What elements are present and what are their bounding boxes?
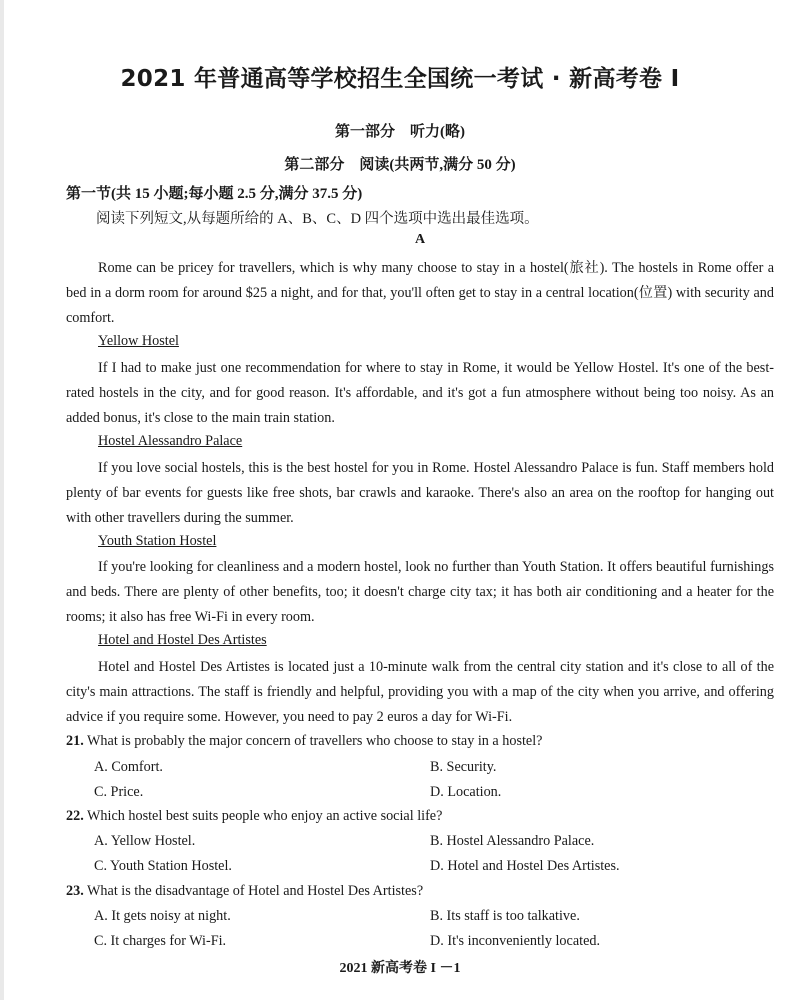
page-edge-shadow bbox=[0, 0, 4, 1000]
option-a[interactable]: A. Yellow Hostel. bbox=[94, 833, 196, 849]
question-text: What is probably the major concern of travellers who choose to stay in a hostel? bbox=[87, 733, 543, 749]
part1-heading: 第一部分 听力(略) bbox=[335, 124, 465, 140]
passage-label: A bbox=[414, 232, 426, 247]
option-b[interactable]: B. Security. bbox=[430, 759, 497, 775]
option-a[interactable]: A. It gets noisy at night. bbox=[94, 908, 231, 924]
option-d[interactable]: D. Location. bbox=[430, 784, 502, 800]
exam-title: 2021 年普通高等学校招生全国统一考试 · 新高考卷 I bbox=[120, 66, 680, 92]
hostel-name: Hostel Alessandro Palace bbox=[98, 433, 243, 449]
hostel-description: Hotel and Hostel Des Artistes is located just a 10-minute walk from the central city station and it's close to all of the city's main attractions. The staff is friendly and helpful, providing you with a map of the city when you arrive, and offering advice if you require some. However, you need to pay 2 euros a day for Wi-Fi. bbox=[66, 659, 774, 725]
hostel-name: Youth Station Hostel bbox=[98, 533, 217, 549]
option-b[interactable]: B. Its staff is too talkative. bbox=[430, 908, 580, 924]
question-23 bbox=[66, 883, 423, 900]
option-a[interactable]: A. Comfort. bbox=[94, 759, 163, 775]
option-d[interactable]: D. Hotel and Hostel Des Artistes. bbox=[430, 858, 620, 874]
option-b[interactable]: B. Hostel Alessandro Palace. bbox=[430, 833, 595, 849]
hostel-description: If I had to make just one recommendation for where to stay in Rome, it would be Yellow Hostel. It's one of the best-rated hostels in the city, and for good reason. It's affordable, and it's got a fun atmosphere without being too noisy. As an added bonus, it's close to the main train station. bbox=[66, 360, 774, 426]
question-text: What is the disadvantage of Hotel and Hostel Des Artistes? bbox=[87, 883, 424, 899]
question-21 bbox=[66, 733, 542, 750]
part2-heading: 第二部分 阅读(共两节,满分 50 分) bbox=[284, 157, 516, 173]
section-instruction: 阅读下列短文,从每题所给的 A、B、C、D 四个选项中选出最佳选项。 bbox=[96, 211, 539, 227]
option-c[interactable]: C. Youth Station Hostel. bbox=[94, 858, 232, 874]
question-22 bbox=[66, 808, 442, 825]
option-c[interactable]: C. Price. bbox=[94, 784, 144, 800]
hostel-name: Yellow Hostel bbox=[98, 333, 179, 349]
hostel-name: Hotel and Hostel Des Artistes bbox=[98, 632, 267, 648]
passage-intro: Rome can be pricey for travellers, which is why many choose to stay in a hostel(旅社). The hostels in Rome offer a bed in a dorm room for around $25 a night, and for that, you'll often get to stay in a central location(位置) with security and comfort. bbox=[66, 260, 774, 326]
hostel-description: If you love social hostels, this is the best hostel for you in Rome. Hostel Alessandro Palace is fun. Staff members hold plenty of bar events for guests like free shots, bar crawls and karaoke. There's also an area on the rooftop for hanging out with other travellers during the summer. bbox=[66, 460, 774, 526]
option-d[interactable]: D. It's inconveniently located. bbox=[430, 933, 601, 949]
question-text: Which hostel best suits people who enjoy an active social life? bbox=[87, 808, 443, 824]
hostel-description: If you're looking for cleanliness and a modern hostel, look no further than Youth Station. It offers beautiful furnishings and beds. There are plenty of other benefits, too; it doesn't charge city tax; it has both air conditioning and a heater for the rooms; it also has free Wi-Fi in every room. bbox=[66, 559, 774, 625]
question-number: 21. bbox=[66, 733, 84, 749]
section-heading: 第一节(共 15 小题;每小题 2.5 分,满分 37.5 分) bbox=[66, 186, 363, 202]
option-c[interactable]: C. It charges for Wi-Fi. bbox=[94, 933, 227, 949]
question-number: 23. bbox=[66, 883, 84, 899]
question-number: 22. bbox=[66, 808, 84, 824]
page-footer: 2021 新高考卷 I －1 bbox=[339, 961, 461, 976]
